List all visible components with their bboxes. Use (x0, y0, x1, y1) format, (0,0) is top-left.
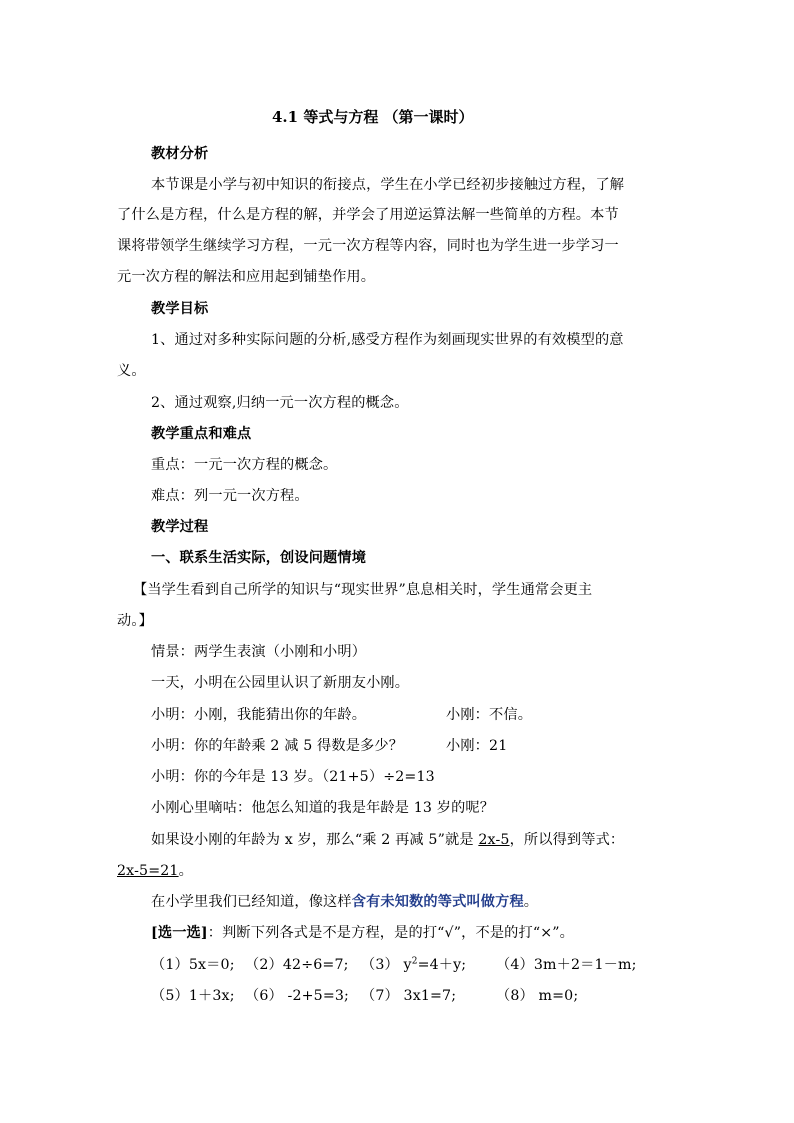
part-1-heading: 一、联系生活实际，创设问题情境 (151, 550, 367, 566)
teaching-note-line-2: 动。】 (117, 613, 153, 629)
dialog-2-xiaoming: 小明：你的年龄乘 2 减 5 得数是多少？ (151, 738, 404, 754)
analysis-line-1: 本节课是小学与初中知识的衔接点，学生在小学已经初步接触过方程，了解 (151, 177, 625, 193)
exercise-item-2: （2）42÷6=7; (245, 957, 349, 973)
analysis-line-2: 了什么是方程，什么是方程的解，并学会了用逆运算法解一些简单的方程。本节 (117, 207, 619, 223)
choose-instruction (151, 923, 574, 943)
set-x-prefix: 如果设小刚的年龄为 x 岁，那么“乘 2 再减 5”就是 (151, 832, 479, 848)
goal-1-line-1: 1、通过对多种实际问题的分析,感受方程作为刻画现实世界的有效模型的意 (151, 332, 624, 348)
exercise-item-1: （1）5x＝0; (151, 957, 235, 973)
heading-keypoints: 教学重点和难点 (151, 426, 252, 442)
expression-2x-5: 2x-5 (478, 832, 510, 848)
dialog-2-xiaogang: 小刚：21 (446, 738, 508, 754)
page-title: 4.1 等式与方程 （第一课时） (272, 108, 474, 126)
exercise-item-8: （8） m=0; (496, 988, 579, 1004)
equation-2x-5-21: 2x-5=21 (117, 863, 179, 879)
set-x-line (151, 830, 624, 850)
definition-line (151, 892, 538, 912)
teaching-note-line-1: 【当学生看到自己所学的知识与“现实世界”息息相关时，学生通常会更主 (133, 582, 593, 598)
analysis-line-4: 元一次方程的解法和应用起到铺垫作用。 (117, 269, 376, 285)
exercise-item-3-rest: =4＋y; (417, 957, 467, 973)
definition-bold: 含有未知数的等式叫做方程 (351, 894, 524, 910)
definition-suffix: 。 (523, 894, 539, 910)
definition-prefix: 在小学里我们已经知道，像这样 (151, 894, 352, 910)
exercise-item-3-base: （3） y (361, 957, 412, 973)
analysis-line-3: 课将带领学生继续学习方程，一元一次方程等内容，同时也为学生进一步学习一 (117, 238, 619, 254)
difficulty-text: 难点：列一元一次方程。 (151, 488, 309, 504)
exercise-item-3 (361, 955, 466, 975)
heading-analysis: 教材分析 (151, 146, 209, 162)
choose-label: [选一选] (151, 925, 208, 941)
equation-line (117, 861, 193, 881)
exercise-item-7: （7） 3x1=7; (361, 988, 457, 1004)
exercise-item-6: （6） -2+5=3; (245, 988, 349, 1004)
choose-text: ：判断下列各式是不是方程，是的打“√”，不是的打“×”。 (207, 925, 575, 941)
keypoint-text: 重点：一元一次方程的概念。 (151, 457, 338, 473)
equation-period: 。 (178, 863, 193, 879)
heading-process: 教学过程 (151, 519, 209, 535)
exercise-item-4: （4）3m＋2＝1－m; (496, 957, 637, 973)
dialog-1-xiaogang: 小刚：不信。 (446, 707, 533, 723)
story-text: 一天，小明在公园里认识了新朋友小刚。 (151, 675, 410, 691)
set-x-suffix: ，所以得到等式： (509, 832, 625, 848)
dialog-1-xiaoming: 小明：小刚，我能猜出你的年龄。 (151, 707, 367, 723)
exercise-item-3-exponent: 2 (411, 956, 418, 967)
exercise-item-5: （5）1＋3x; (151, 988, 235, 1004)
goal-1-line-2: 义。 (117, 363, 146, 379)
scene-text: 情景：两学生表演（小刚和小明） (151, 644, 367, 660)
dialog-3: 小明：你的今年是 13 岁。（21+5）÷2=13 (151, 769, 435, 785)
goal-2: 2、通过观察,归纳一元一次方程的概念。 (151, 395, 409, 411)
heading-goals: 教学目标 (151, 301, 209, 317)
dialog-4: 小刚心里嘀咕：他怎么知道的我是年龄是 13 岁的呢？ (151, 800, 495, 816)
